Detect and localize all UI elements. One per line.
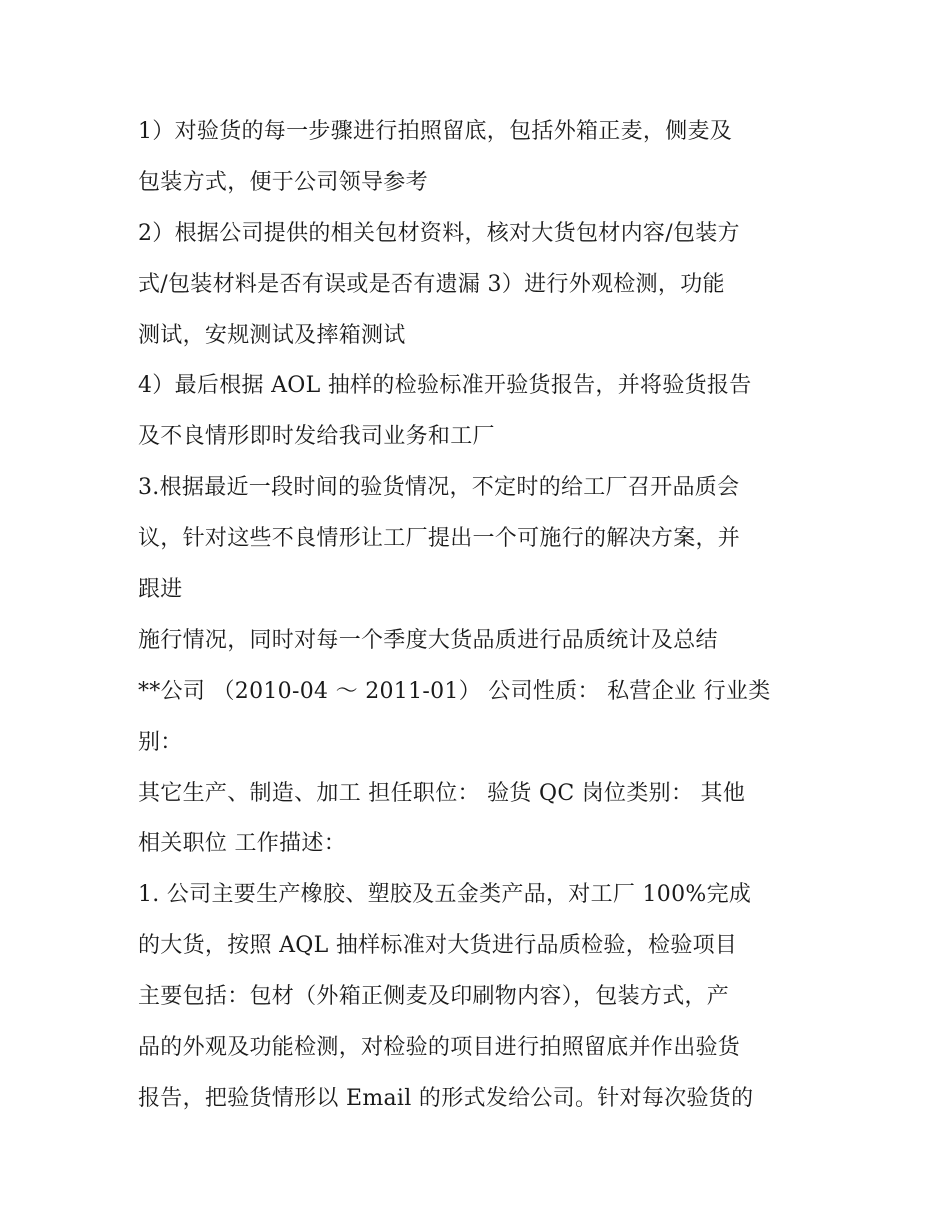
text-line: 跟进	[138, 577, 183, 603]
text-line: 别：	[138, 729, 183, 755]
text-line: 品的外观及功能检测，对检验的项目进行拍照留底并作出验货	[138, 1035, 741, 1061]
text-line: 3.根据最近一段时间的验货情况，不定时的给工厂召开品质会	[138, 475, 740, 501]
text-line: **公司 （2010-04 ～ 2011-01） 公司性质： 私营企业 行业类	[138, 678, 771, 704]
text-line: 主要包括：包材（外箱正侧麦及印刷物内容），包装方式，产	[138, 984, 730, 1010]
text-line: 测试，安规测试及摔箱测试	[138, 322, 406, 348]
text-line: 1. 公司主要生产橡胶、塑胶及五金类产品，对工厂 100%完成	[138, 882, 752, 908]
text-line: 报告，把验货情形以 Email 的形式发给公司。针对每次验货的	[138, 1085, 754, 1111]
text-line: 其它生产、制造、加工 担任职位： 验货 QC 岗位类别： 其他	[138, 780, 746, 806]
text-line: 施行情况，同时对每一个季度大货品质进行品质统计及总结	[138, 627, 718, 653]
text-line: 相关职位 工作描述：	[138, 831, 346, 857]
body-text	[138, 107, 828, 1125]
text-line: 式/包装材料是否有误或是否有遗漏 3）进行外观检测，功能	[138, 271, 725, 297]
text-line: 包装方式，便于公司领导参考	[138, 169, 428, 195]
text-line: 4）最后根据 AOL 抽样的检验标准开验货报告，并将验货报告	[138, 373, 752, 399]
text-line: 2）根据公司提供的相关包材资料，核对大货包材内容/包装方	[138, 220, 740, 246]
text-line: 议，针对这些不良情形让工厂提出一个可施行的解决方案，并	[138, 526, 741, 552]
text-line: 及不良情形即时发给我司业务和工厂	[138, 424, 495, 450]
text-line: 1）对验货的每一步骤进行拍照留底，包括外箱正麦，侧麦及	[138, 119, 733, 144]
text-line: 的大货，按照 AQL 抽样标准对大货进行品质检验，检验项目	[138, 933, 738, 959]
